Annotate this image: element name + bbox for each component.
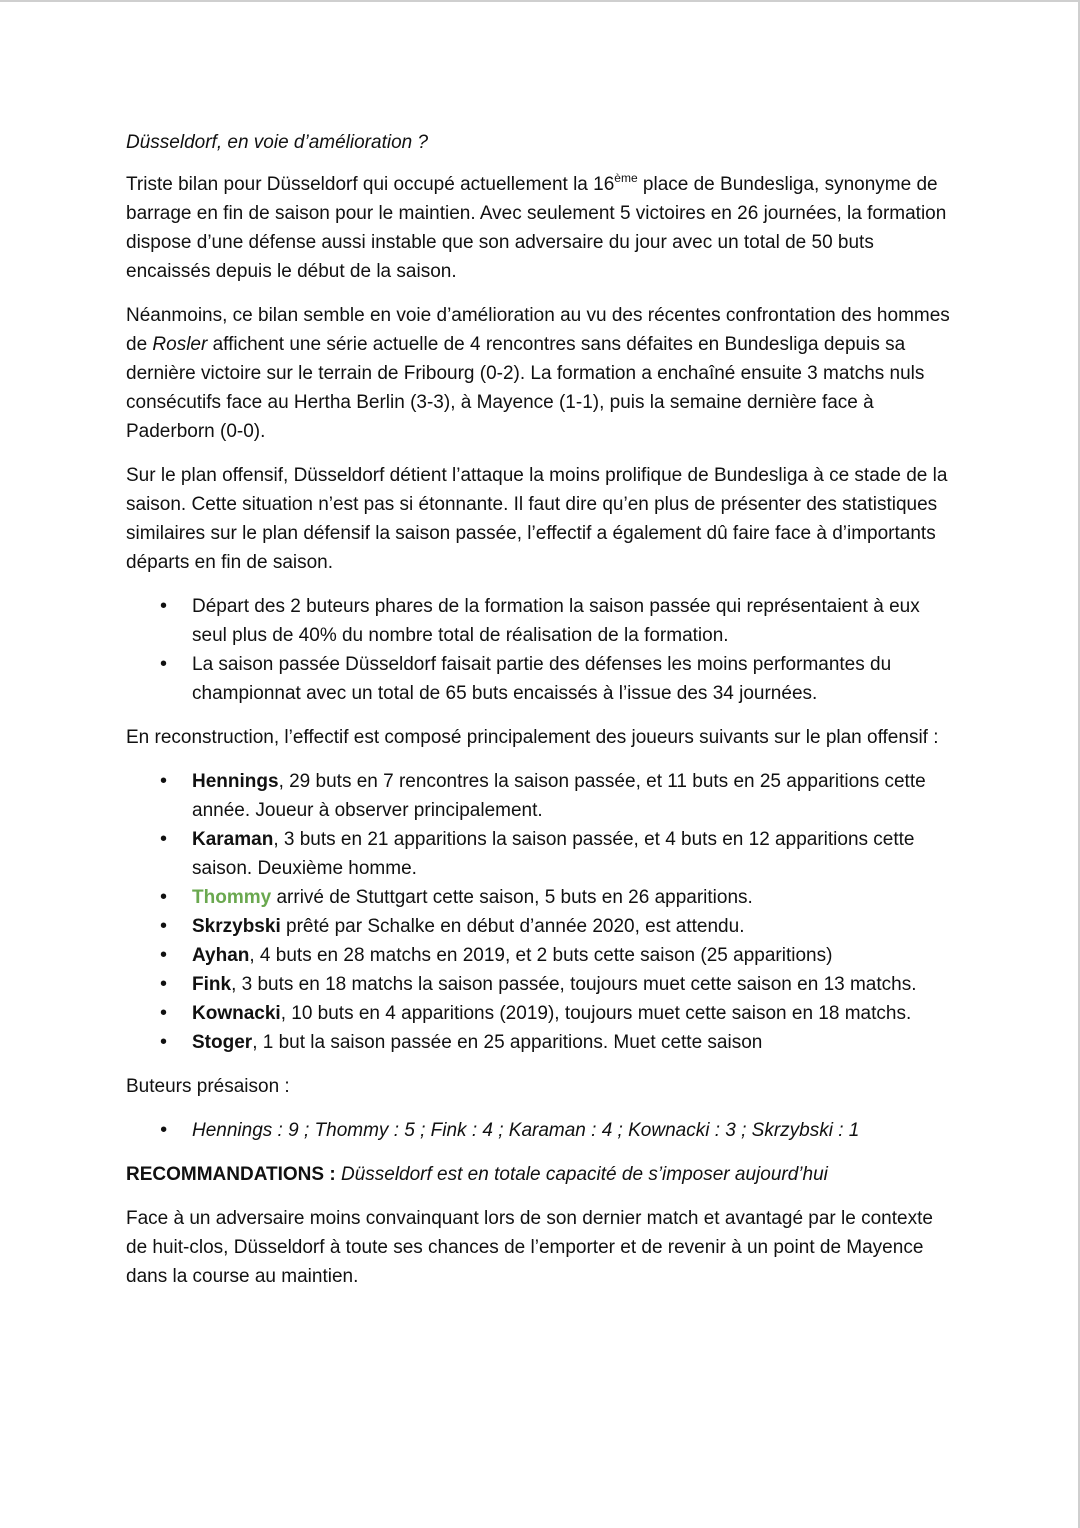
list-item	[126, 970, 958, 999]
list-item	[126, 825, 958, 883]
player-name: Stoger	[192, 1032, 253, 1053]
intro-text-end: place de Bundesliga, synonyme de barrage en fin de saison pour le maintien. Avec seulement 5 victoires en 26 journées, la formation dispose d’une défense aussi instable que son adversaire du jour avec un total de 50 buts encaissés depuis le début de la saison.	[126, 174, 947, 282]
player-name: Ayhan	[192, 945, 250, 966]
section-title: Düsseldorf, en voie d’amélioration ?	[126, 132, 429, 153]
coach-name: Rosler	[152, 334, 208, 355]
list-item: • La saison passée Düsseldorf faisait partie des défenses les moins performantes du championnat avec un total de 65 buts encaissés à l’issue des 34 journées.	[126, 650, 958, 708]
paragraph-offense: Sur le plan offensif, Düsseldorf détient l’attaque la moins prolifique de Bundesliga à ce stade de la saison. Cette situation n’est pas si étonnante. Il faut dire qu’en plus de présenter des statistiques similaires sur le plan défensif la saison passée, l’effectif a également dû faire face à d’importants départs en fin de saison.	[126, 465, 948, 573]
player-note: , 29 buts en 7 rencontres la saison passée, et 11 buts en 25 apparitions cette année. Joueur à observer principalement.	[192, 771, 926, 821]
scorers-label: Buteurs présaison :	[126, 1076, 290, 1097]
recommendation-label: RECOMMANDATIONS :	[126, 1164, 336, 1185]
player-name: Hennings	[192, 771, 279, 792]
recommendation-text: Düsseldorf est en totale capacité de s’imposer aujourd’hui	[335, 1164, 828, 1185]
intro-text-start: Triste bilan pour Düsseldorf qui occupé actuellement la 16	[126, 174, 615, 195]
departures-list	[126, 592, 958, 708]
player-name-highlighted: Thommy	[192, 887, 272, 908]
player-note: , 3 buts en 21 apparitions la saison passée, et 4 buts en 12 apparitions cette saison. Deuxième homme.	[192, 829, 915, 879]
players-list	[126, 767, 958, 1057]
player-note: , 3 buts en 18 matchs la saison passée, toujours muet cette saison en 13 matchs.	[231, 974, 917, 995]
ordinal-suffix: ème	[614, 171, 638, 185]
paragraph-conclusion: Face à un adversaire moins convainquant lors de son dernier match et avantagé par le contexte de huit-clos, Düsseldorf à toute ses chances de l’emporter et de revenir à un point de Mayence dans la course au maintien.	[126, 1208, 933, 1287]
list-item	[126, 1028, 958, 1057]
list-item	[126, 767, 958, 825]
list-item	[126, 912, 958, 941]
paragraph-recent-form	[126, 301, 958, 446]
player-name: Skrzybski	[192, 916, 281, 937]
scorers-list	[126, 1116, 958, 1145]
document-body	[126, 128, 958, 1306]
list-item	[126, 999, 958, 1028]
recommendation	[126, 1160, 958, 1189]
list-item	[126, 883, 958, 912]
player-note: , 1 but la saison passée en 25 apparitions. Muet cette saison	[252, 1032, 763, 1053]
paragraph-squad-intro: En reconstruction, l’effectif est composé principalement des joueurs suivants sur le plan offensif :	[126, 727, 939, 748]
player-note: prêté par Schalke en début d’année 2020, est attendu.	[280, 916, 745, 937]
recent-form-text-start: Néanmoins, ce bilan semble en voie d’amélioration au vu des récentes confrontation des hommes de	[126, 305, 950, 355]
list-item	[126, 941, 958, 970]
player-name: Karaman	[192, 829, 274, 850]
player-note: arrivé de Stuttgart cette saison, 5 buts en 26 apparitions.	[271, 887, 753, 908]
list-item: • Départ des 2 buteurs phares de la formation la saison passée qui représentaient à eux seul plus de 40% du nombre total de réalisation de la formation.	[126, 592, 958, 650]
list-item: • Hennings : 9 ; Thommy : 5 ; Fink : 4 ; Karaman : 4 ; Kownacki : 3 ; Skrzybski : 1	[126, 1116, 958, 1145]
player-note: , 10 buts en 4 apparitions (2019), toujours muet cette saison en 18 matchs.	[280, 1003, 912, 1024]
player-name: Fink	[192, 974, 232, 995]
player-name: Kownacki	[192, 1003, 281, 1024]
recent-form-text-end: affichent une série actuelle de 4 rencontres sans défaites en Bundesliga depuis sa dernière victoire sur le terrain de Fribourg (0-2). La formation a enchaîné ensuite 3 matchs nuls consécutifs face au Hertha Berlin (3-3), à Mayence (1-1), puis la semaine dernière face à Paderborn (0-0).	[126, 334, 925, 442]
paragraph-intro	[126, 170, 958, 286]
player-note: , 4 buts en 28 matchs en 2019, et 2 buts cette saison (25 apparitions)	[249, 945, 833, 966]
